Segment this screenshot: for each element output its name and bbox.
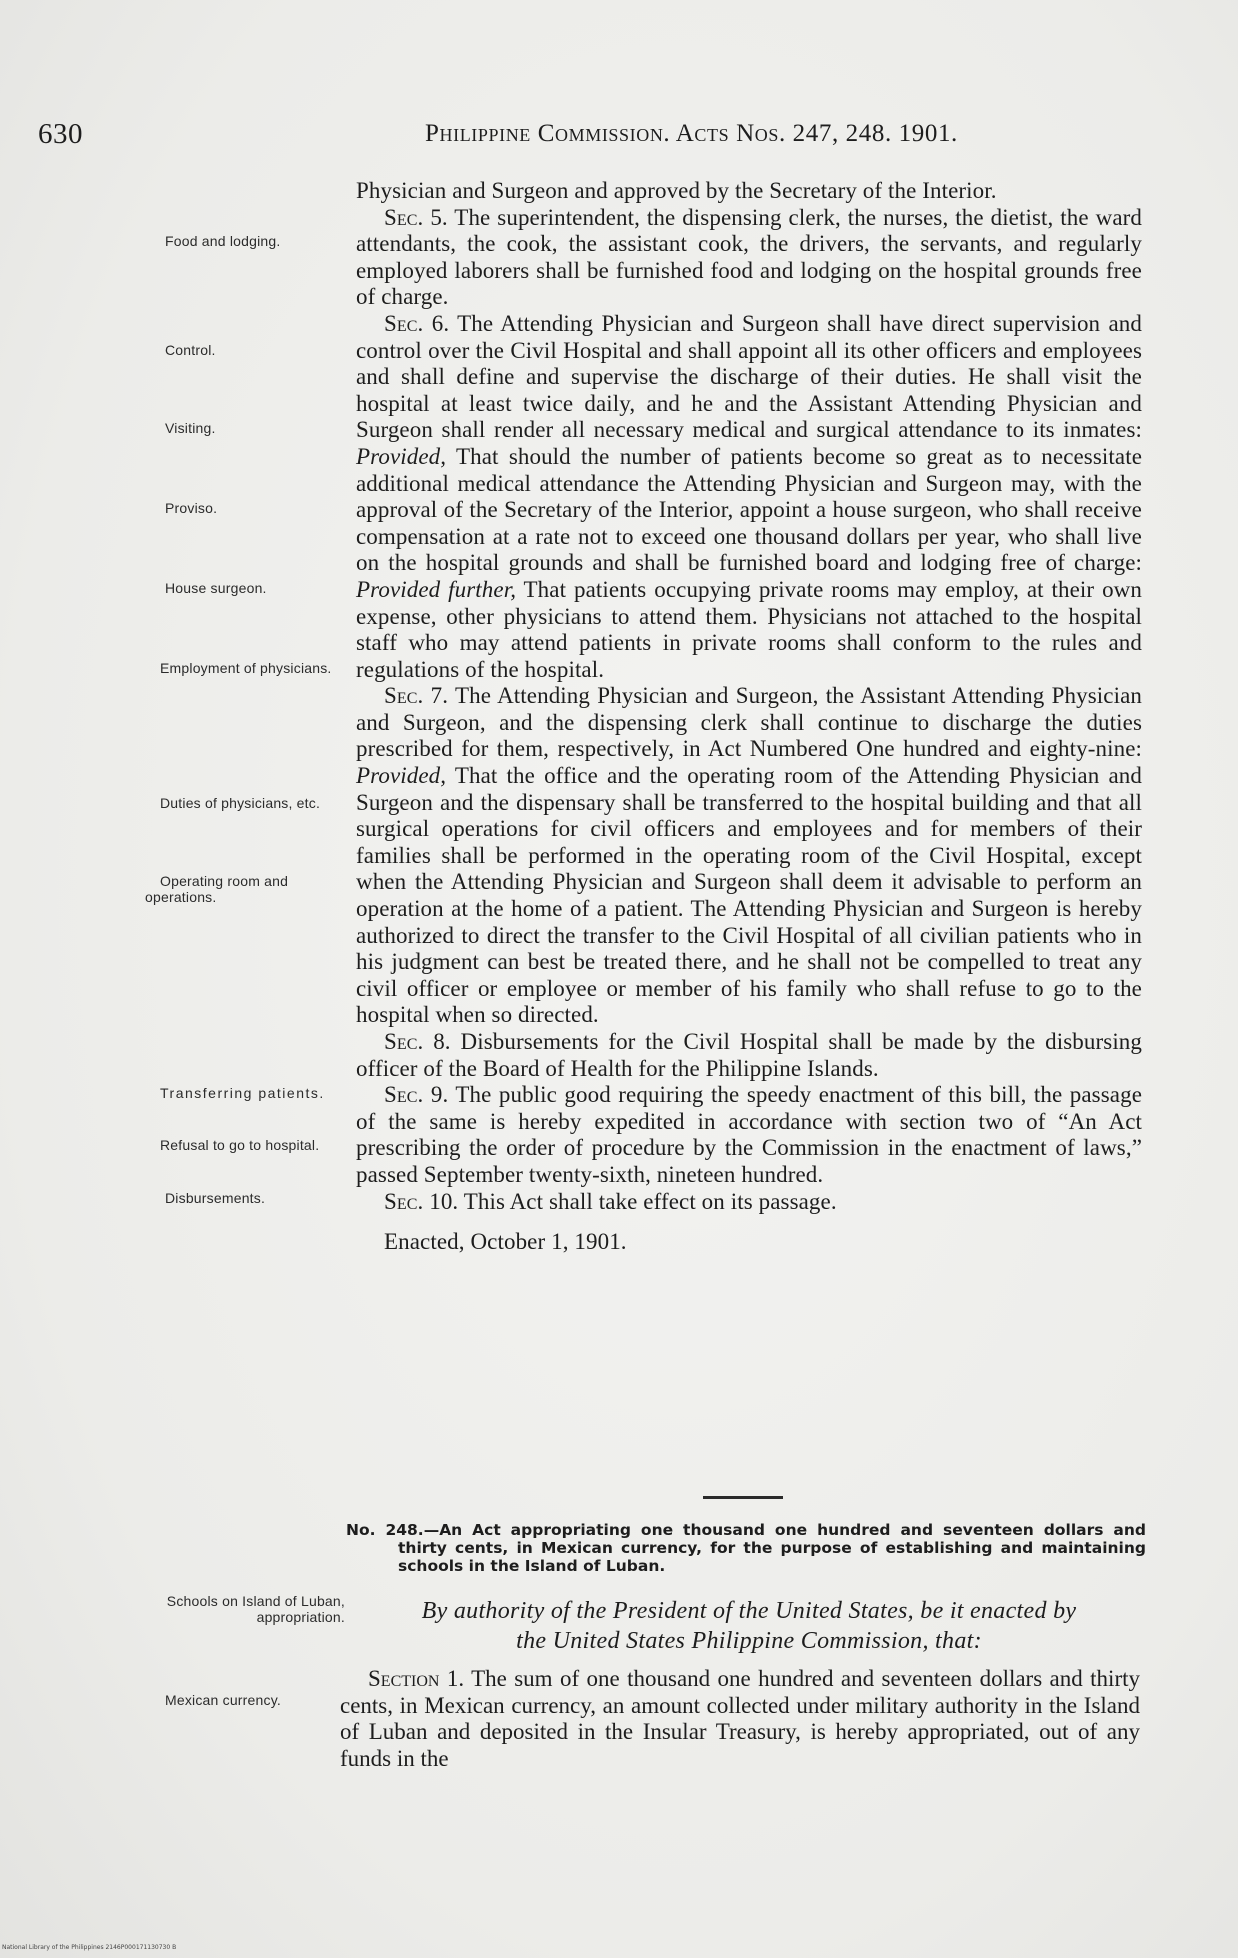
- page-number: 630: [38, 118, 83, 150]
- scan-footer: National Library of the Philippines 2146P000171130730 B: [2, 1944, 177, 1951]
- proviso-term: Provided further,: [356, 576, 517, 602]
- enacting-clause: [356, 1596, 1142, 1656]
- section-label: Sec. 5.: [384, 204, 448, 230]
- section-8: [356, 1029, 1142, 1082]
- act-248-title: No. 248.—An Act appropriating one thousand one hundred and seventeen dollars and thirty cents, in Mexican currency, for the purpose of establishing and maintaining schools in the Island of Luban.: [346, 1521, 1146, 1575]
- section-label: Sec. 9.: [384, 1082, 449, 1108]
- margin-note-proviso: Proviso.: [165, 500, 218, 516]
- section-text: The Attending Physician and Surgeon shall have direct supervision and control over the Civil Hospital and shall appoint all its other officers and employees and shall define and supervise the discharge of their duties. He shall visit the hospital at least twice daily, and he and the Assistant Attending Physician and Surgeon shall render all necessary medical and surgical attendance to its inmates:: [356, 310, 1142, 443]
- section-text: The superintendent, the dispensing clerk, the nurses, the dietist, the ward attendants, the cook, the assistant cook, the drivers, the servants, and regularly employed laborers shall be furnished food and lodging on the hospital grounds free of charge.: [356, 204, 1142, 310]
- margin-note-employment: Employment of physicians.: [160, 660, 332, 676]
- section-text: That should the number of patients become so great as to necessitate additional medical attendance the Attending Physician and Surgeon may, with the approval of the Secretary of the Interior, appoint a house surgeon, who shall receive compensation at a rate not to exceed one thousand dollars per year, who shall live on the hospital grounds and shall be furnished board and lodging free of charge:: [356, 443, 1142, 576]
- section-7: [356, 683, 1142, 1029]
- enacting-line: the United States Philippine Commission, that:: [516, 1628, 982, 1654]
- section-label: Sec. 7.: [384, 683, 449, 709]
- section-text: That the office and the operating room of the Attending Physician and Surgeon and the dispensary shall be transferred to the hospital building and that all surgical operations for civil officers and employees and for members of their families shall be performed in the operating room of the Civil Hospital, except when the Attending Physician and Surgeon shall deem it advisable to perform an operation at the home of a patient. The Attending Physician and Surgeon is hereby authorized to direct the transfer to the Civil Hospital of all civilian patients who in his judgment can best be treated there, and he shall not be compelled to treat any civil officer or employee or member of his family who shall refuse to go to the hospital when so directed.: [356, 763, 1142, 1028]
- margin-note-transferring: Transferring patients.: [160, 1085, 325, 1101]
- section-9: [356, 1082, 1142, 1188]
- margin-note-disbursements: Disbursements.: [165, 1190, 266, 1206]
- section-label: Sec. 8.: [384, 1029, 451, 1054]
- section-label: Sec. 6.: [384, 310, 450, 336]
- margin-note-visiting: Visiting.: [165, 420, 216, 436]
- margin-note-control: Control.: [165, 342, 216, 358]
- act-247-text: [356, 178, 1142, 1256]
- section-label: Sec. 10.: [384, 1188, 459, 1214]
- paragraph-continuation: Physician and Surgeon and approved by the Secretary of the Interior.: [356, 178, 997, 203]
- margin-note-schools-luban: Schools on Island of Luban, appropriation.: [166, 1593, 345, 1625]
- margin-note-food-lodging: Food and lodging.: [165, 233, 281, 249]
- section-text: That patients occupying private rooms may employ, at their own expense, other physicians to attend them. Physicians not attached to the hospital staff who may attend patients in private rooms shall conform to the rules and regulations of the hospital.: [356, 576, 1142, 682]
- margin-note-operating-room: Operating room and operations.: [145, 873, 289, 905]
- section-text: The Attending Physician and Surgeon, the Assistant Attending Physician and Surgeon, and the dispensing clerk shall continue to discharge the duties prescribed for them, respectively, in Act Numbered One hundred and eighty-nine:: [356, 683, 1143, 762]
- proviso-term: Provided,: [356, 763, 447, 789]
- margin-note-mexican-currency: Mexican currency.: [165, 1692, 281, 1708]
- section-text: The sum of one thousand one hundred and seventeen dollars and thirty cents, in Mexican currency, an amount collected under military authority in the Island of Luban and deposited in the Insular Treasury, is hereby appropriated, out of any funds in the: [340, 1666, 1140, 1771]
- section-5: [356, 205, 1142, 311]
- act-248-text: [340, 1666, 1140, 1772]
- section-6: [356, 311, 1142, 683]
- enacted-date: Enacted, October 1, 1901.: [384, 1229, 627, 1255]
- section-10: [356, 1189, 1142, 1216]
- proviso-term: Provided,: [356, 443, 447, 469]
- section-text: Disbursements for the Civil Hospital shall be made by the disbursing officer of the Board of Health for the Philippine Islands.: [356, 1029, 1143, 1081]
- margin-note-house-surgeon: House surgeon.: [165, 580, 267, 596]
- page-header: [0, 118, 1238, 158]
- enacting-line: By authority of the President of the United States, be it enacted by: [421, 1598, 1077, 1624]
- section-divider: [703, 1496, 783, 1499]
- section-text: The public good requiring the speedy enactment of this bill, the passage of the same is hereby expedited in accordance with section two of “An Act prescribing the order of procedure by the Commission in the enactment of laws,” passed September twenty-sixth, nineteen hundred.: [356, 1082, 1142, 1187]
- section-label: Section 1.: [368, 1666, 465, 1691]
- running-head: Philippine Commission. Acts Nos. 247, 248. 1901.: [425, 120, 958, 147]
- section-1: [340, 1666, 1140, 1772]
- margin-note-duties: Duties of physicians, etc.: [160, 795, 321, 811]
- margin-note-refusal: Refusal to go to hospital.: [160, 1137, 320, 1153]
- section-text: This Act shall take effect on its passage.: [458, 1188, 837, 1214]
